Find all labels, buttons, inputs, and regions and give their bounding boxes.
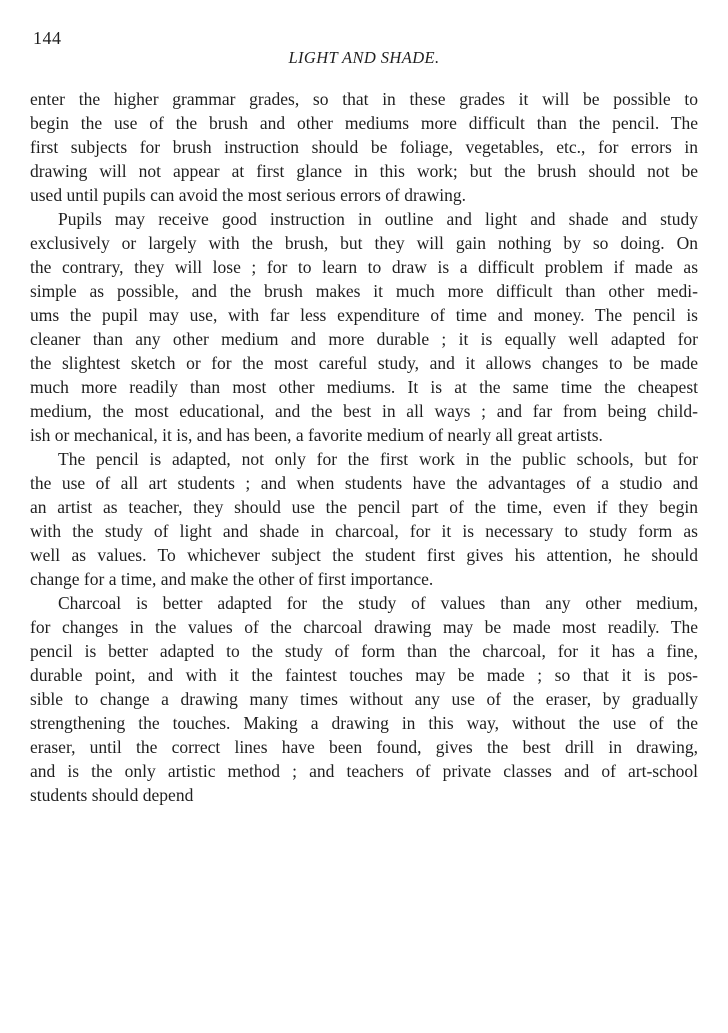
- text-line: cleaner than any other medium and more durable ; it is equally well adapted for: [30, 329, 698, 349]
- text-line: the slightest sketch or for the most careful study, and it allows changes to be made: [30, 353, 698, 373]
- text-line: enter the higher grammar grades, so that in these grades it will be possible to: [30, 89, 698, 109]
- text-line: first subjects for brush instruction should be foliage, vegetables, etc., for errors in: [30, 137, 698, 157]
- text-line: and is the only artistic method ; and teachers of private classes and of art-school: [30, 761, 698, 781]
- text-line: students should depend: [30, 785, 194, 805]
- text-line: sible to change a drawing many times without any use of the eraser, by gradually: [30, 689, 698, 709]
- text-line: the contrary, they will lose ; for to learn to draw is a difficult problem if made as: [30, 257, 698, 277]
- text-line: exclusively or largely with the brush, but they will gain nothing by so doing. On: [30, 233, 698, 253]
- text-line: ish or mechanical, it is, and has been, a favorite medium of nearly all great artists.: [30, 425, 603, 445]
- paragraph: [30, 447, 698, 591]
- text-line: used until pupils can avoid the most serious errors of drawing.: [30, 185, 466, 205]
- text-line: much more readily than most other mediums. It is at the same time the cheapest: [30, 377, 698, 397]
- text-line: medium, the most educational, and the best in all ways ; and far from being child-: [30, 401, 698, 421]
- text-line: with the study of light and shade in charcoal, for it is necessary to study form as: [30, 521, 698, 541]
- text-line: The pencil is adapted, not only for the first work in the public schools, but for: [58, 449, 698, 469]
- text-line: change for a time, and make the other of first importance.: [30, 569, 434, 589]
- text-line: an artist as teacher, they should use the pencil part of the time, even if they begin: [30, 497, 698, 517]
- text-line: pencil is better adapted to the study of form than the charcoal, for it has a fine,: [30, 641, 698, 661]
- page-number: 144: [33, 28, 62, 48]
- text-line: drawing will not appear at first glance in this work; but the brush should not be: [30, 161, 698, 181]
- paragraph: [30, 87, 698, 207]
- text-line: durable point, and with it the faintest touches may be made ; so that it is pos-: [30, 665, 698, 685]
- text-line: simple as possible, and the brush makes it much more difficult than other medi-: [30, 281, 698, 301]
- text-line: Charcoal is better adapted for the study of values than any other medium,: [58, 593, 698, 613]
- text-line: Pupils may receive good instruction in outline and light and shade and study: [58, 209, 698, 229]
- text-line: ums the pupil may use, with far less expenditure of time and money. The pencil is: [30, 305, 698, 325]
- text-line: strengthening the touches. Making a drawing in this way, without the use of the: [30, 713, 698, 733]
- paragraph: [30, 207, 698, 447]
- text-line: begin the use of the brush and other mediums more difficult than the pencil. The: [30, 113, 698, 133]
- page-body: [30, 87, 698, 807]
- text-line: well as values. To whichever subject the student first gives his attention, he should: [30, 545, 698, 565]
- running-header: LIGHT AND SHADE.: [288, 48, 440, 67]
- paragraph: [30, 591, 698, 807]
- text-line: the use of all art students ; and when students have the advantages of a studio and: [30, 473, 698, 493]
- text-line: eraser, until the correct lines have been found, gives the best drill in drawing,: [30, 737, 698, 757]
- text-line: for changes in the values of the charcoal drawing may be made most readily. The: [30, 617, 698, 637]
